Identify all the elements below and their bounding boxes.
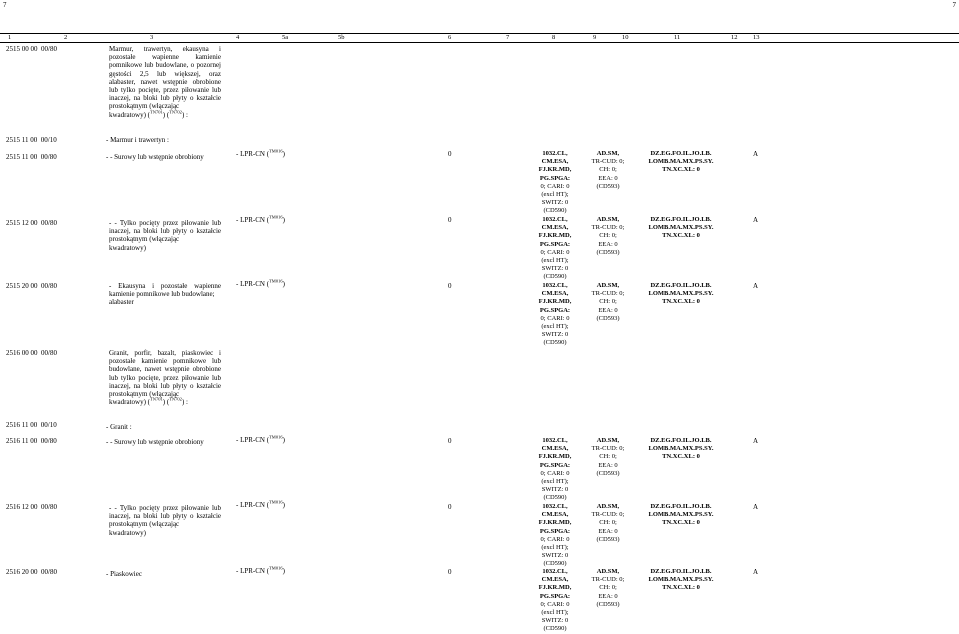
table-row-preferences-a: 1032.CL, CM.ESA, FJ.KR.MD, PG.SPGA: 0; CARI: 0 (excl HT); SWITZ: 0 (CD590) <box>538 150 572 215</box>
col-header-5a: 5a <box>282 34 289 41</box>
col-header-1: 1 <box>8 34 12 41</box>
table-row-preferences-a: 1032.CL, CM.ESA, FJ.KR.MD, PG.SPGA: 0; CARI: 0 (excl HT); SWITZ: 0 (CD590) <box>538 216 572 281</box>
table-row-rate: 0 <box>448 150 452 158</box>
table-row-preferences-c: DZ.EG.FO.IL.JO.LB. LOMB.MA.MX.PS.SY. TN.XC.XL: 0 <box>648 437 714 461</box>
col-header-6: 6 <box>448 34 452 41</box>
col-header-9: 9 <box>593 34 597 41</box>
table-row-description: - Ekausyna i pozostałe wapienne kamienie pomnikowe lub budowlane; alabaster <box>109 282 221 307</box>
table-row-flag: A <box>753 437 759 445</box>
table-row-code: 2515 12 00 00/80 <box>6 219 57 227</box>
table-row-description: - Piaskowiec <box>106 570 142 578</box>
col-header-10: 10 <box>622 34 629 41</box>
table-row-regime: - LPR-CN ($^{TM016}$) <box>236 499 285 509</box>
table-row-rate: 0 <box>448 503 452 511</box>
table-row-preferences-c: DZ.EG.FO.IL.JO.LB. LOMB.MA.MX.PS.SY. TN.XC.XL: 0 <box>648 282 714 306</box>
table-row-code: 2515 00 00 00/80 <box>6 45 57 53</box>
table-row-description: - - Surowy lub wstępnie obrobiony <box>106 438 204 446</box>
table-row-flag: A <box>753 150 759 158</box>
table-row-preferences-b: AD.SM, TR-CUD: 0; CH: 0; EEA: 0 (CD593) <box>591 503 625 543</box>
page-number-right: 7 <box>952 1 956 9</box>
table-row-regime: - LPR-CN ($^{TM016}$) <box>236 148 285 158</box>
table-row-preferences-a: 1032.CL, CM.ESA, FJ.KR.MD, PG.SPGA: 0; CARI: 0 (excl HT); SWITZ: 0 (CD590) <box>538 437 572 502</box>
table-row-code: 2516 20 00 00/80 <box>6 568 57 576</box>
table-row-flag: A <box>753 216 759 224</box>
col-header-7: 7 <box>506 34 510 41</box>
table-row-code: 2516 11 00 00/80 <box>6 437 57 445</box>
table-row-code: 2515 20 00 00/80 <box>6 282 57 290</box>
header-top-rule <box>0 33 959 34</box>
table-row-rate: 0 <box>448 568 452 576</box>
table-row-preferences-a: 1032.CL, CM.ESA, FJ.KR.MD, PG.SPGA: 0; CARI: 0 (excl HT); SWITZ: 0 (CD590) <box>538 282 572 347</box>
table-row-code: 2516 00 00 00/80 <box>6 349 57 357</box>
table-row-preferences-a: 1032.CL, CM.ESA, FJ.KR.MD, PG.SPGA: 0; CARI: 0 (excl HT); SWITZ: 0 (CD590) <box>538 568 572 633</box>
table-row-preferences-b: AD.SM, TR-CUD: 0; CH: 0; EEA: 0 (CD593) <box>591 216 625 256</box>
table-row-description: - - Surowy lub wstępnie obrobiony <box>106 153 204 161</box>
table-row-flag: A <box>753 568 759 576</box>
table-row-rate: 0 <box>448 282 452 290</box>
table-row-description: - Granit : <box>106 423 132 431</box>
page-number-left: 7 <box>3 1 7 9</box>
col-header-13: 13 <box>753 34 760 41</box>
table-row-description: - - Tylko pocięty przez piłowanie lub inaczej, na bloki lub płyty o kształcie prostokątnym (włączając kwadratowy) <box>109 504 221 537</box>
table-row-preferences-b: AD.SM, TR-CUD: 0; CH: 0; EEA: 0 (CD593) <box>591 150 625 190</box>
col-header-12: 12 <box>731 34 738 41</box>
col-header-4: 4 <box>236 34 240 41</box>
table-row-rate: 0 <box>448 437 452 445</box>
table-row-code: 2516 11 00 00/10 <box>6 421 57 429</box>
col-header-11: 11 <box>674 34 681 41</box>
table-row-description: Marmur, trawertyn, ekausyna i pozostałe wapienne kamienie pomnikowe lub budowlane, o pozornej gęstości 2,5 lub większej, oraz alabaster, nawet wstępnie obrobione lub tylko pocięte, przez piłowanie lub inaczej, na bloki lub płyty o kształcie prostokątnym (włączając kwadratowy) ($^{TN701}$) ($^{TN702}$) : <box>109 45 221 119</box>
table-row-regime: - LPR-CN ($^{TM016}$) <box>236 434 285 444</box>
table-row-preferences-b: AD.SM, TR-CUD: 0; CH: 0; EEA: 0 (CD593) <box>591 282 625 322</box>
table-row-preferences-a: 1032.CL, CM.ESA, FJ.KR.MD, PG.SPGA: 0; CARI: 0 (excl HT); SWITZ: 0 (CD590) <box>538 503 572 568</box>
col-header-2: 2 <box>64 34 68 41</box>
header-bottom-rule <box>0 42 959 43</box>
table-row-description: Granit, porfir, bazalt, piaskowiec i pozostałe kamienie pomnikowe lub budowlane, nawet wstępnie obrobione lub tylko pocięte, przez piłowanie lub inaczej, na bloki lub płyty o kształcie prostokątnym (włączając kwadratowy) ($^{TN701}$) ($^{TN702}$) : <box>109 349 221 407</box>
table-row-description: - - Tylko pocięty przez piłowanie lub inaczej, na bloki lub płyty o kształcie prostokątnym (włączając kwadratowy) <box>109 219 221 252</box>
table-row-preferences-c: DZ.EG.FO.IL.JO.LB. LOMB.MA.MX.PS.SY. TN.XC.XL: 0 <box>648 503 714 527</box>
col-header-8: 8 <box>552 34 556 41</box>
table-row-code: 2515 11 00 00/80 <box>6 153 57 161</box>
column-header <box>0 33 959 43</box>
table-row-preferences-b: AD.SM, TR-CUD: 0; CH: 0; EEA: 0 (CD593) <box>591 568 625 608</box>
table-row-code: 2515 11 00 00/10 <box>6 136 57 144</box>
table-row-regime: - LPR-CN ($^{TM016}$) <box>236 278 285 288</box>
table-row-description: - Marmur i trawertyn : <box>106 136 169 144</box>
table-row-flag: A <box>753 503 759 511</box>
table-row-preferences-c: DZ.EG.FO.IL.JO.LB. LOMB.MA.MX.PS.SY. TN.XC.XL: 0 <box>648 150 714 174</box>
table-row-preferences-c: DZ.EG.FO.IL.JO.LB. LOMB.MA.MX.PS.SY. TN.XC.XL: 0 <box>648 216 714 240</box>
table-row-preferences-b: AD.SM, TR-CUD: 0; CH: 0; EEA: 0 (CD593) <box>591 437 625 477</box>
table-row-rate: 0 <box>448 216 452 224</box>
table-row-regime: - LPR-CN ($^{TM016}$) <box>236 214 285 224</box>
table-row-code: 2516 12 00 00/80 <box>6 503 57 511</box>
col-header-5b: 5b <box>338 34 345 41</box>
table-row-regime: - LPR-CN ($^{TM016}$) <box>236 565 285 575</box>
table-row-flag: A <box>753 282 759 290</box>
table-row-preferences-c: DZ.EG.FO.IL.JO.LB. LOMB.MA.MX.PS.SY. TN.XC.XL: 0 <box>648 568 714 592</box>
col-header-3: 3 <box>150 34 154 41</box>
